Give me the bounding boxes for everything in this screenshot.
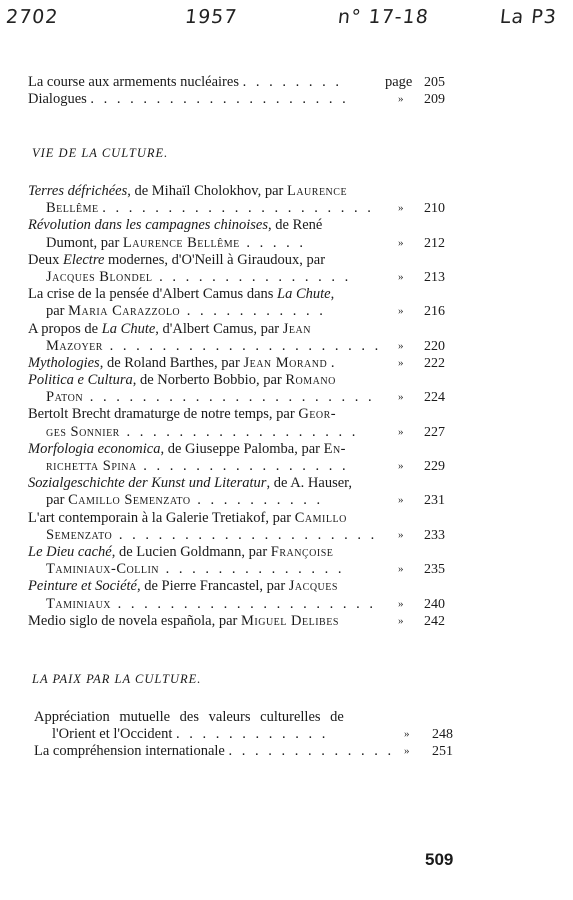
author-name: Camillo	[294, 509, 347, 526]
leader-dots: . . . . . . . . . . . . . . .	[152, 268, 352, 285]
leader-dots: . . . . . . . . . . . . . . . .	[136, 458, 349, 474]
toc-entry-line	[28, 321, 456, 338]
page-number: 210	[424, 201, 445, 217]
work-title: La Chute	[277, 286, 331, 303]
toc-entry	[28, 74, 456, 91]
entry-text: , de René	[268, 217, 323, 234]
work-title: Electre	[63, 251, 105, 268]
author-name: Miguel Delibes	[241, 612, 339, 629]
page-number: 229	[424, 459, 445, 474]
author-name: Maria Carazzolo	[68, 303, 181, 320]
entry-text: par	[46, 492, 69, 509]
entry-title: Dialogues	[28, 91, 87, 108]
entry-text: La compréhension internationale	[34, 743, 225, 760]
entry-text: , de Pierre Francastel, par	[136, 578, 289, 595]
leader-dots: . . . . . . . . . .	[190, 492, 324, 509]
guillemet: »	[398, 236, 404, 249]
guillemet: »	[398, 391, 404, 404]
guillemet: »	[398, 202, 404, 215]
toc-entry-line	[28, 200, 456, 217]
author-name: Jean	[282, 320, 311, 337]
author-name: Paton	[46, 389, 84, 406]
page-number: 235	[424, 562, 445, 578]
entry-text: , de Lucien Goldmann, par	[111, 543, 271, 560]
toc-entry-line	[28, 269, 456, 286]
work-title: Politica e Cultura	[28, 372, 133, 389]
toc-entry-line	[34, 709, 458, 726]
author-name: Jean Morand	[243, 354, 328, 371]
toc-entry-line	[28, 492, 456, 509]
toc-entry-line	[28, 389, 456, 406]
leader-dots: . . . . .	[239, 234, 306, 251]
entry-text: , de Roland Barthes, par	[99, 354, 244, 371]
entry-text: l'Orient et l'Occident	[52, 726, 173, 743]
toc-entry-line	[28, 578, 456, 595]
toc-entry-line	[28, 475, 456, 492]
toc-entry-line	[28, 441, 456, 458]
entry-text: A propos de	[28, 320, 102, 337]
work-title: Mythologies	[28, 354, 100, 371]
toc-entry-line	[28, 613, 456, 630]
guillemet: »	[404, 745, 410, 758]
toc-entry-line	[28, 596, 456, 613]
page-number: 242	[424, 613, 445, 629]
page-number: 205	[424, 75, 445, 90]
page-number: 222	[424, 355, 445, 371]
author-name: Taminiaux-Collin	[46, 561, 160, 578]
page-number: 212	[424, 235, 445, 251]
entry-text: modernes, d'O'Neill à Giraudoux, par	[104, 251, 326, 268]
toc-entry-line	[28, 183, 456, 200]
toc-entry-line	[28, 424, 456, 441]
toc-entry-line	[28, 527, 456, 544]
entry-text: Dumont, par	[46, 234, 123, 251]
author-name: Geor-	[298, 406, 337, 423]
guillemet: »	[398, 528, 404, 541]
work-title: Sozialgeschichte der Kunst und Literatur	[28, 475, 267, 492]
guillemet: »	[404, 728, 410, 741]
guillemet: »	[398, 425, 404, 438]
leader-dots: .	[327, 354, 335, 371]
leader-dots: . . . . . . . . . . . . . . . . . . . .	[112, 526, 378, 543]
guillemet: »	[398, 597, 404, 610]
page-word: page	[385, 74, 413, 90]
leader-dots: . . . . . . . .	[242, 74, 342, 90]
leader-dots: . . . . . . . . . . . . . . . . . . . . .	[102, 337, 382, 354]
toc-entry-line	[28, 561, 456, 578]
author-name: Françoise	[270, 543, 334, 560]
entry-text: Bertolt Brecht dramaturge de notre temps, par	[28, 406, 299, 423]
leader-dots: . . . . . . . . . . . . . . . . . .	[119, 423, 359, 440]
leader-dots: . . . . . . . . . . . . . . . . . . . .	[111, 595, 377, 612]
toc-entry-line	[28, 303, 456, 320]
toc-culture	[28, 183, 456, 630]
entry-title: La course aux armements nucléaires	[28, 74, 239, 90]
page-number: 220	[424, 338, 445, 354]
page-number: 231	[424, 493, 445, 509]
toc-entry	[28, 91, 456, 108]
guillemet: »	[398, 93, 404, 106]
handwritten-year: 1957	[183, 6, 239, 28]
handwritten-code: 2702	[4, 6, 60, 28]
entry-text: ,	[330, 286, 335, 303]
author-name: Semenzato	[46, 526, 113, 543]
entry-text: Medio siglo de novela española, par	[28, 612, 242, 629]
leader-dots: . . . . . . . . . . . . . . . . . . . .	[90, 91, 349, 108]
toc-entry-line	[34, 726, 458, 743]
toc-entry-line	[28, 372, 456, 389]
toc-paix	[34, 709, 458, 761]
handwritten-issue: n° 17-18	[336, 6, 430, 28]
leader-dots: . . . . . . . . . . . . . . . . . . . . .	[102, 200, 374, 217]
entry-text: , de A. Hauser,	[266, 475, 353, 492]
author-name: Mazoyer	[46, 337, 103, 354]
work-title: Le Dieu caché	[28, 543, 112, 560]
section-heading: VIE DE LA CULTURE.	[32, 146, 169, 160]
author-name: Jacques	[288, 578, 338, 595]
author-name: Camillo Semenzato	[68, 492, 191, 509]
entry-text: L'art contemporain à la Galerie Tretiakof, par	[28, 509, 295, 526]
page-number-footer: 509	[425, 850, 454, 869]
toc-entry-line	[28, 355, 456, 372]
entry-text: , d'Albert Camus, par	[155, 320, 283, 337]
toc-entry-line	[34, 743, 458, 760]
entry-text: La crise de la pensée d'Albert Camus dans	[28, 286, 278, 303]
toc-entry-line	[28, 458, 456, 475]
entry-text: par	[46, 303, 69, 320]
toc-entry-line	[28, 252, 456, 269]
guillemet: »	[398, 356, 404, 369]
entry-text: , de Norberto Bobbio, par	[132, 372, 286, 389]
author-name: Romano	[285, 372, 336, 389]
toc-entry-line	[28, 544, 456, 561]
author-name: richetta Spina	[46, 458, 137, 474]
work-title: Révolution dans les campagnes chinoises	[28, 217, 269, 234]
toc-entry-line	[28, 286, 456, 303]
page-number: 251	[432, 744, 453, 760]
page-number: 224	[424, 390, 445, 406]
leader-dots: . . . . . . . . . . . . . . . . . . . . . .	[83, 389, 375, 406]
page-number: 227	[424, 424, 445, 440]
work-title: Peinture et Société	[28, 578, 137, 595]
guillemet: »	[398, 339, 404, 352]
work-title: La Chute	[101, 320, 156, 337]
section-heading: LA PAIX PAR LA CULTURE.	[32, 672, 202, 686]
page-number: 213	[424, 269, 445, 285]
entry-text: Deux	[28, 251, 64, 268]
guillemet: »	[398, 494, 404, 507]
author-name: ges Sonnier	[46, 423, 120, 440]
author-name: En-	[323, 440, 347, 457]
guillemet: »	[398, 460, 404, 472]
page-number: 248	[432, 727, 453, 743]
guillemet: »	[398, 563, 404, 576]
toc-entry-line	[28, 338, 456, 355]
author-name: Laurence Bellême	[122, 234, 240, 251]
leader-dots: . . . . . . . . . . . . .	[228, 743, 395, 760]
work-title: Morfologia economica	[28, 440, 161, 457]
author-name: Laurence	[286, 183, 348, 199]
author-name: Bellême	[46, 200, 99, 217]
toc-entry-line	[28, 406, 456, 423]
toc-top	[28, 74, 456, 108]
guillemet: »	[398, 614, 404, 627]
page-number: 240	[424, 596, 445, 612]
work-title: Terres défrichées	[28, 183, 128, 199]
author-name: Taminiaux	[46, 595, 112, 612]
page-number: 209	[424, 92, 445, 108]
entry-text: , de Mihaïl Cholokhov, par	[127, 183, 287, 199]
entry-text: , de Giuseppe Palomba, par	[160, 440, 324, 457]
toc-entry-line	[28, 235, 456, 252]
guillemet: »	[398, 270, 404, 283]
leader-dots: . . . . . . . . . . .	[180, 303, 326, 320]
leader-dots: . . . . . . . . . . . . . .	[159, 561, 345, 578]
entry-text: Appréciation mutuelle des valeurs culturelles de	[34, 709, 344, 725]
toc-entry-line	[28, 510, 456, 527]
toc-entry-line	[28, 217, 456, 234]
author-name: Jacques Blondel	[46, 268, 153, 285]
page-number: 216	[424, 304, 445, 320]
guillemet: »	[398, 305, 404, 318]
handwritten-ref: La P3	[498, 6, 558, 28]
page-number: 233	[424, 527, 445, 543]
leader-dots: . . . . . . . . . . . .	[176, 726, 329, 743]
